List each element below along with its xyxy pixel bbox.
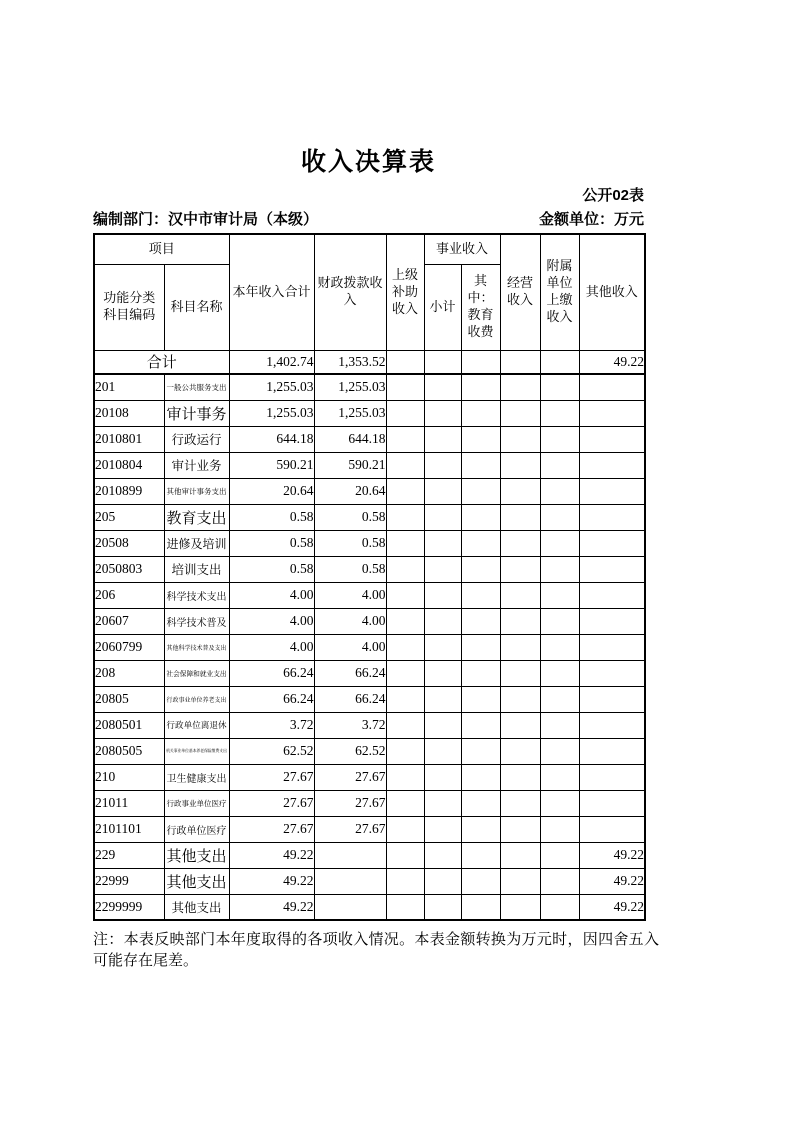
row-2080505-value-2 (386, 738, 424, 764)
row-2010899-value-4 (461, 478, 500, 504)
row-201-value-4 (461, 374, 500, 400)
row-2080505-value-1: 62.52 (314, 738, 386, 764)
row-2080501-value-1: 3.72 (314, 712, 386, 738)
row-208-value-1: 66.24 (314, 660, 386, 686)
row-21011-value-1: 27.67 (314, 790, 386, 816)
row-229-value-4 (461, 842, 500, 868)
row-2299999-value-0: 49.22 (229, 894, 314, 920)
row-229-value-7: 49.22 (579, 842, 645, 868)
row-208-value-6 (540, 660, 579, 686)
row-229-value-6 (540, 842, 579, 868)
row-201-value-0: 1,255.03 (229, 374, 314, 400)
row-20508-value-6 (540, 530, 579, 556)
row-20607-value-6 (540, 608, 579, 634)
table-row (94, 764, 645, 790)
code-cell: 2010801 (94, 426, 164, 452)
code-cell: 20108 (94, 400, 164, 426)
row-2299999-value-6 (540, 894, 579, 920)
row-2010899-value-7 (579, 478, 645, 504)
row-208-value-3 (424, 660, 461, 686)
row-2299999-value-3 (424, 894, 461, 920)
total-row-value-6 (540, 350, 579, 374)
name-cell: 行政事业单位养老支出 (164, 686, 229, 712)
name-cell: 一般公共服务支出 (164, 374, 229, 400)
row-20607-value-5 (500, 608, 540, 634)
header-function-code: 功能分类科目编码 (94, 264, 164, 350)
row-2010801-value-0: 644.18 (229, 426, 314, 452)
page-title: 收入决算表 (300, 148, 436, 176)
total-label: 合计 (94, 350, 229, 374)
code-cell: 2010899 (94, 478, 164, 504)
row-2010804-value-4 (461, 452, 500, 478)
row-210-value-7 (579, 764, 645, 790)
header-operating-income: 经营收入 (500, 234, 540, 350)
row-20108-value-1: 1,255.03 (314, 400, 386, 426)
row-2060799-value-2 (386, 634, 424, 660)
header-project: 项目 (94, 234, 229, 264)
row-2050803-value-3 (424, 556, 461, 582)
row-229-value-3 (424, 842, 461, 868)
row-201-value-6 (540, 374, 579, 400)
row-2060799-value-6 (540, 634, 579, 660)
header-affiliated-remit: 附属单位上缴收入 (540, 234, 579, 350)
row-20607-value-2 (386, 608, 424, 634)
row-2010801-value-3 (424, 426, 461, 452)
row-2101101-value-3 (424, 816, 461, 842)
row-20508-value-7 (579, 530, 645, 556)
total-row-value-3 (424, 350, 461, 374)
table-row (94, 582, 645, 608)
name-cell: 进修及培训 (164, 530, 229, 556)
row-2060799-value-1: 4.00 (314, 634, 386, 660)
row-20607-value-1: 4.00 (314, 608, 386, 634)
row-229-value-2 (386, 842, 424, 868)
table-row (94, 452, 645, 478)
table-row (94, 868, 645, 894)
header-education-fee: 其中：教育收费 (461, 264, 500, 350)
row-21011-value-4 (461, 790, 500, 816)
row-2050803-value-4 (461, 556, 500, 582)
row-2299999-value-5 (500, 894, 540, 920)
table-row (94, 504, 645, 530)
row-201-value-1: 1,255.03 (314, 374, 386, 400)
row-210-value-2 (386, 764, 424, 790)
code-cell: 2010804 (94, 452, 164, 478)
row-22999-value-3 (424, 868, 461, 894)
code-cell: 21011 (94, 790, 164, 816)
row-20508-value-1: 0.58 (314, 530, 386, 556)
table-row (94, 478, 645, 504)
row-22999-value-7: 49.22 (579, 868, 645, 894)
row-2050803-value-7 (579, 556, 645, 582)
code-cell: 206 (94, 582, 164, 608)
row-2010899-value-6 (540, 478, 579, 504)
row-210-value-4 (461, 764, 500, 790)
code-cell: 20508 (94, 530, 164, 556)
document-content (93, 146, 659, 972)
row-20805-value-5 (500, 686, 540, 712)
row-20508-value-3 (424, 530, 461, 556)
row-205-value-3 (424, 504, 461, 530)
row-206-value-7 (579, 582, 645, 608)
row-20108-value-0: 1,255.03 (229, 400, 314, 426)
row-2010899-value-0: 20.64 (229, 478, 314, 504)
header-business-income: 事业收入 (424, 234, 500, 264)
prepared-by-label: 编制部门：汉中市审计局（本级） (93, 211, 319, 228)
table-row (94, 400, 645, 426)
row-2010804-value-2 (386, 452, 424, 478)
row-2080505-value-4 (461, 738, 500, 764)
row-20805-value-6 (540, 686, 579, 712)
row-22999-value-4 (461, 868, 500, 894)
row-208-value-2 (386, 660, 424, 686)
row-2010801-value-2 (386, 426, 424, 452)
row-2050803-value-1: 0.58 (314, 556, 386, 582)
row-206-value-4 (461, 582, 500, 608)
row-2080501-value-5 (500, 712, 540, 738)
name-cell: 其他审计事务支出 (164, 478, 229, 504)
code-cell: 2080501 (94, 712, 164, 738)
row-201-value-3 (424, 374, 461, 400)
row-2010899-value-2 (386, 478, 424, 504)
name-cell: 审计事务 (164, 400, 229, 426)
row-21011-value-0: 27.67 (229, 790, 314, 816)
code-cell: 2101101 (94, 816, 164, 842)
name-cell: 其他科学技术普及支出 (164, 634, 229, 660)
row-2299999-value-2 (386, 894, 424, 920)
row-2299999-value-7: 49.22 (579, 894, 645, 920)
header-other-income: 其他收入 (579, 234, 645, 350)
name-cell: 教育支出 (164, 504, 229, 530)
row-20607-value-7 (579, 608, 645, 634)
row-2010804-value-1: 590.21 (314, 452, 386, 478)
row-201-value-7 (579, 374, 645, 400)
name-cell: 科学技术支出 (164, 582, 229, 608)
row-20508-value-0: 0.58 (229, 530, 314, 556)
table-row (94, 660, 645, 686)
row-20108-value-6 (540, 400, 579, 426)
total-row-value-2 (386, 350, 424, 374)
total-row-value-5 (500, 350, 540, 374)
name-cell: 机关事业单位基本养老保险缴费支出 (164, 738, 229, 764)
row-21011-value-2 (386, 790, 424, 816)
row-205-value-6 (540, 504, 579, 530)
row-21011-value-3 (424, 790, 461, 816)
row-20805-value-3 (424, 686, 461, 712)
name-cell: 行政单位离退休 (164, 712, 229, 738)
row-206-value-0: 4.00 (229, 582, 314, 608)
row-2080501-value-3 (424, 712, 461, 738)
code-cell: 2080505 (94, 738, 164, 764)
row-2299999-value-4 (461, 894, 500, 920)
row-2010804-value-0: 590.21 (229, 452, 314, 478)
total-row-value-1: 1,353.52 (314, 350, 386, 374)
row-20607-value-4 (461, 608, 500, 634)
row-2080501-value-7 (579, 712, 645, 738)
row-2010801-value-4 (461, 426, 500, 452)
row-2080501-value-4 (461, 712, 500, 738)
row-20805-value-4 (461, 686, 500, 712)
row-2101101-value-1: 27.67 (314, 816, 386, 842)
code-cell: 2050803 (94, 556, 164, 582)
code-cell: 20607 (94, 608, 164, 634)
row-208-value-4 (461, 660, 500, 686)
header-subtotal: 小计 (424, 264, 461, 350)
row-20508-value-5 (500, 530, 540, 556)
row-2010801-value-7 (579, 426, 645, 452)
row-20805-value-2 (386, 686, 424, 712)
row-22999-value-0: 49.22 (229, 868, 314, 894)
name-cell: 行政运行 (164, 426, 229, 452)
row-2101101-value-7 (579, 816, 645, 842)
table-row (94, 426, 645, 452)
header-superior-subsidy: 上级补助收入 (386, 234, 424, 350)
row-2010804-value-3 (424, 452, 461, 478)
row-210-value-0: 27.67 (229, 764, 314, 790)
row-2050803-value-0: 0.58 (229, 556, 314, 582)
row-206-value-1: 4.00 (314, 582, 386, 608)
row-2080501-value-2 (386, 712, 424, 738)
row-229-value-0: 49.22 (229, 842, 314, 868)
name-cell: 其他支出 (164, 894, 229, 920)
row-2010899-value-3 (424, 478, 461, 504)
row-2010801-value-1: 644.18 (314, 426, 386, 452)
row-205-value-4 (461, 504, 500, 530)
row-210-value-6 (540, 764, 579, 790)
name-cell: 卫生健康支出 (164, 764, 229, 790)
row-21011-value-6 (540, 790, 579, 816)
row-20805-value-0: 66.24 (229, 686, 314, 712)
row-20607-value-0: 4.00 (229, 608, 314, 634)
name-cell: 科学技术普及 (164, 608, 229, 634)
row-2010801-value-6 (540, 426, 579, 452)
code-cell: 2299999 (94, 894, 164, 920)
table-row (94, 816, 645, 842)
row-2101101-value-6 (540, 816, 579, 842)
row-201-value-5 (500, 374, 540, 400)
table-row (94, 608, 645, 634)
row-20607-value-3 (424, 608, 461, 634)
table-row (94, 686, 645, 712)
total-row-value-4 (461, 350, 500, 374)
code-cell: 210 (94, 764, 164, 790)
row-22999-value-5 (500, 868, 540, 894)
row-2010899-value-5 (500, 478, 540, 504)
row-2060799-value-0: 4.00 (229, 634, 314, 660)
table-row (94, 374, 645, 400)
name-cell: 行政事业单位医疗 (164, 790, 229, 816)
row-2080501-value-6 (540, 712, 579, 738)
row-206-value-6 (540, 582, 579, 608)
row-22999-value-6 (540, 868, 579, 894)
header-fiscal-appropriation: 财政拨款收入 (314, 234, 386, 350)
row-20108-value-2 (386, 400, 424, 426)
row-210-value-3 (424, 764, 461, 790)
row-20508-value-2 (386, 530, 424, 556)
row-2010804-value-5 (500, 452, 540, 478)
row-2080505-value-5 (500, 738, 540, 764)
row-2101101-value-5 (500, 816, 540, 842)
row-2101101-value-0: 27.67 (229, 816, 314, 842)
row-2050803-value-5 (500, 556, 540, 582)
row-206-value-2 (386, 582, 424, 608)
row-210-value-5 (500, 764, 540, 790)
table-row (94, 556, 645, 582)
row-22999-value-2 (386, 868, 424, 894)
header-total-income: 本年收入合计 (229, 234, 314, 350)
row-206-value-5 (500, 582, 540, 608)
row-201-value-2 (386, 374, 424, 400)
row-208-value-5 (500, 660, 540, 686)
total-row-value-7: 49.22 (579, 350, 645, 374)
revenue-table (93, 233, 646, 921)
row-20805-value-7 (579, 686, 645, 712)
row-2101101-value-2 (386, 816, 424, 842)
row-2060799-value-7 (579, 634, 645, 660)
row-2050803-value-2 (386, 556, 424, 582)
row-205-value-7 (579, 504, 645, 530)
row-206-value-3 (424, 582, 461, 608)
row-2060799-value-3 (424, 634, 461, 660)
name-cell: 审计业务 (164, 452, 229, 478)
table-row (94, 530, 645, 556)
header-subject-name: 科目名称 (164, 264, 229, 350)
row-2101101-value-4 (461, 816, 500, 842)
row-2050803-value-6 (540, 556, 579, 582)
table-row (94, 842, 645, 868)
row-20108-value-4 (461, 400, 500, 426)
row-208-value-7 (579, 660, 645, 686)
table-row (94, 712, 645, 738)
footnote: 注：本表反映部门本年度取得的各项收入情况。本表金额转换为万元时，因四舍五入可能存在尾差。 (93, 932, 659, 969)
table-number: 公开02表 (582, 187, 644, 204)
row-205-value-2 (386, 504, 424, 530)
name-cell: 其他支出 (164, 842, 229, 868)
code-cell: 201 (94, 374, 164, 400)
row-2080505-value-3 (424, 738, 461, 764)
row-2080501-value-0: 3.72 (229, 712, 314, 738)
table-row (94, 790, 645, 816)
row-21011-value-7 (579, 790, 645, 816)
row-229-value-1 (314, 842, 386, 868)
name-cell: 社会保障和就业支出 (164, 660, 229, 686)
row-20108-value-5 (500, 400, 540, 426)
row-2010804-value-6 (540, 452, 579, 478)
table-row (94, 634, 645, 660)
row-2060799-value-4 (461, 634, 500, 660)
row-22999-value-1 (314, 868, 386, 894)
row-2299999-value-1 (314, 894, 386, 920)
code-cell: 208 (94, 660, 164, 686)
row-205-value-5 (500, 504, 540, 530)
row-20805-value-1: 66.24 (314, 686, 386, 712)
total-row-value-0: 1,402.74 (229, 350, 314, 374)
row-205-value-1: 0.58 (314, 504, 386, 530)
row-210-value-1: 27.67 (314, 764, 386, 790)
row-2080505-value-0: 62.52 (229, 738, 314, 764)
total-row (94, 350, 645, 374)
row-21011-value-5 (500, 790, 540, 816)
row-20108-value-3 (424, 400, 461, 426)
row-229-value-5 (500, 842, 540, 868)
row-2060799-value-5 (500, 634, 540, 660)
row-208-value-0: 66.24 (229, 660, 314, 686)
code-cell: 22999 (94, 868, 164, 894)
row-2080505-value-7 (579, 738, 645, 764)
code-cell: 205 (94, 504, 164, 530)
row-2010899-value-1: 20.64 (314, 478, 386, 504)
code-cell: 229 (94, 842, 164, 868)
code-cell: 2060799 (94, 634, 164, 660)
unit-label: 金额单位：万元 (538, 211, 644, 228)
name-cell: 行政单位医疗 (164, 816, 229, 842)
row-205-value-0: 0.58 (229, 504, 314, 530)
table-row (94, 738, 645, 764)
table-row (94, 894, 645, 920)
row-2010801-value-5 (500, 426, 540, 452)
meta-row (93, 209, 644, 231)
code-cell: 20805 (94, 686, 164, 712)
row-2080505-value-6 (540, 738, 579, 764)
row-2010804-value-7 (579, 452, 645, 478)
row-20108-value-7 (579, 400, 645, 426)
name-cell: 其他支出 (164, 868, 229, 894)
name-cell: 培训支出 (164, 556, 229, 582)
row-20508-value-4 (461, 530, 500, 556)
